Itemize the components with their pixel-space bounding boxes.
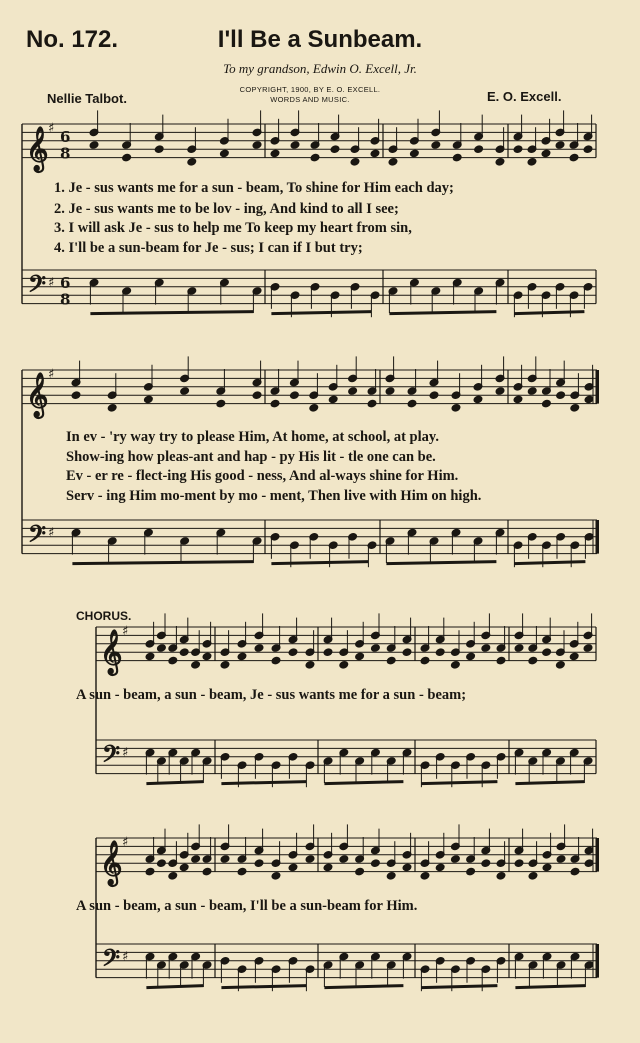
- treble-note: [202, 867, 212, 875]
- treble-note: [542, 648, 552, 656]
- treble-note: [330, 145, 340, 153]
- dedication: To my grandson, Edwin O. Excell, Jr.: [223, 61, 417, 76]
- treble-note: [157, 859, 167, 867]
- note-beam: [515, 986, 585, 988]
- treble-note: [583, 644, 593, 652]
- treble-note: [466, 652, 476, 660]
- treble-note: [431, 141, 441, 149]
- note-beam: [515, 782, 584, 784]
- note-beam: [90, 312, 253, 314]
- treble-note: [288, 863, 298, 871]
- final-barline-thick: [596, 944, 600, 978]
- treble-note: [323, 863, 333, 871]
- treble-note: [270, 149, 280, 157]
- note-beam: [324, 986, 403, 988]
- note-beam: [221, 782, 306, 784]
- bass-clef-icon: 𝄢: [28, 270, 47, 304]
- treble-note: [570, 867, 580, 875]
- treble-note: [71, 391, 81, 399]
- treble-note: [514, 859, 524, 867]
- verse-1-line-2: In ev - 'ry way try to please Him, At home, at school, at play.: [66, 429, 439, 445]
- sharp-icon: ♯: [48, 525, 55, 541]
- final-barline-thick: [596, 370, 600, 404]
- time-signature-bottom: 8: [60, 144, 71, 163]
- treble-note: [216, 399, 226, 407]
- treble-note: [542, 863, 552, 871]
- note-beam: [324, 782, 403, 784]
- treble-note: [569, 652, 579, 660]
- note-beam: [421, 782, 497, 784]
- note-beam: [221, 986, 306, 988]
- treble-note: [496, 656, 506, 664]
- note-beam: [146, 782, 203, 784]
- treble-note: [584, 859, 594, 867]
- treble-note: [451, 661, 461, 669]
- treble-note: [420, 872, 430, 880]
- treble-note: [481, 859, 491, 867]
- note-beam: [146, 986, 203, 988]
- treble-clef-icon: 𝄞: [100, 628, 123, 674]
- sharp-icon: ♯: [122, 624, 129, 640]
- treble-note: [254, 644, 264, 652]
- sharp-icon: ♯: [122, 745, 129, 761]
- treble-note: [569, 153, 579, 161]
- sharp-icon: ♯: [122, 949, 129, 965]
- treble-note: [220, 149, 230, 157]
- treble-note: [402, 648, 412, 656]
- treble-note: [305, 661, 315, 669]
- treble-note: [556, 391, 566, 399]
- treble-note: [309, 404, 319, 412]
- treble-note: [237, 652, 247, 660]
- treble-note: [367, 399, 377, 407]
- bass-clef-icon: 𝄢: [28, 520, 47, 554]
- treble-note: [385, 387, 395, 395]
- time-signature-top: 6: [60, 273, 71, 292]
- treble-note: [145, 652, 155, 660]
- sharp-icon: ♯: [48, 367, 55, 383]
- treble-note: [407, 399, 417, 407]
- sharp-icon: ♯: [48, 275, 55, 291]
- treble-note: [89, 141, 99, 149]
- treble-note: [555, 141, 565, 149]
- treble-note: [252, 391, 262, 399]
- copyright-line-2: WORDS AND MUSIC.: [270, 95, 350, 104]
- copyright-line-1: COPYRIGHT, 1900, BY E. O. EXCELL.: [239, 85, 381, 94]
- treble-note: [107, 404, 117, 412]
- treble-note: [386, 656, 396, 664]
- treble-note: [328, 395, 338, 403]
- note-beam: [72, 562, 253, 564]
- treble-note: [481, 644, 491, 652]
- note-beam: [514, 562, 585, 564]
- note-beam: [386, 562, 496, 564]
- treble-note: [290, 391, 300, 399]
- treble-note: [350, 158, 360, 166]
- bass-clef-icon: 𝄢: [102, 944, 121, 978]
- verse-1-line-1: 1. Je - sus wants me for a sun - beam, To shine for Him each day;: [54, 180, 454, 196]
- treble-note: [355, 867, 365, 875]
- treble-note: [270, 399, 280, 407]
- treble-note: [179, 648, 189, 656]
- chorus-label: CHORUS.: [76, 609, 132, 623]
- treble-note: [145, 867, 155, 875]
- treble-clef-icon: 𝄞: [26, 125, 49, 171]
- treble-note: [180, 387, 190, 395]
- treble-note: [583, 145, 593, 153]
- treble-note: [402, 863, 412, 871]
- treble-note: [220, 661, 230, 669]
- note-beam: [389, 312, 496, 314]
- final-barline-thick: [596, 520, 600, 554]
- final-barline-thick: [596, 838, 600, 872]
- note-beam: [271, 312, 371, 314]
- verse-4-line-1: 4. I'll be a sun-beam for Je - sus; I can if I but try;: [54, 240, 363, 256]
- treble-note: [122, 153, 132, 161]
- treble-note: [388, 158, 398, 166]
- treble-note: [168, 656, 178, 664]
- staff-systems: [22, 110, 599, 991]
- treble-note: [187, 158, 197, 166]
- treble-note: [371, 859, 381, 867]
- treble-note: [495, 387, 505, 395]
- treble-clef-icon: 𝄞: [26, 371, 49, 417]
- treble-note: [191, 855, 201, 863]
- treble-note: [271, 872, 281, 880]
- treble-note: [410, 149, 420, 157]
- treble-note: [452, 153, 462, 161]
- verse-3-line-1: 3. I will ask Je - sus to help me To keep my heart from sin,: [54, 220, 412, 236]
- treble-note: [513, 395, 523, 403]
- treble-note: [370, 149, 380, 157]
- composer-credit: E. O. Excell.: [487, 89, 562, 104]
- treble-note: [495, 158, 505, 166]
- treble-note: [541, 149, 551, 157]
- treble-note: [305, 855, 315, 863]
- treble-note: [420, 656, 430, 664]
- treble-note: [254, 859, 264, 867]
- chorus-line-2: A sun - beam, a sun - beam, I'll be a sun-beam for Him.: [76, 898, 418, 914]
- treble-note: [355, 652, 365, 660]
- treble-note: [435, 863, 445, 871]
- treble-note: [191, 661, 201, 669]
- treble-note: [154, 145, 164, 153]
- treble-note: [514, 644, 524, 652]
- treble-note: [168, 872, 178, 880]
- sharp-icon: ♯: [48, 121, 55, 137]
- treble-note: [144, 395, 154, 403]
- verse-3-line-2: Ev - er re - flect-ing His good - ness, And al-ways shine for Him.: [66, 468, 459, 484]
- treble-note: [371, 644, 381, 652]
- treble-note: [339, 661, 349, 669]
- verse-2-line-1: 2. Je - sus wants me to be lov - ing, And kind to all I see;: [54, 201, 399, 217]
- treble-note: [528, 656, 538, 664]
- treble-note: [570, 404, 580, 412]
- note-beam: [271, 562, 368, 564]
- treble-note: [496, 872, 506, 880]
- treble-note: [451, 404, 461, 412]
- treble-note: [179, 863, 189, 871]
- chorus-line-1: A sun - beam, a sun - beam, Je - sus wants me for a sun - beam;: [76, 687, 467, 703]
- treble-note: [473, 395, 483, 403]
- treble-note: [474, 145, 484, 153]
- hymn-number: No. 172.: [26, 26, 119, 53]
- treble-note: [202, 652, 212, 660]
- treble-note: [429, 391, 439, 399]
- treble-note: [556, 661, 566, 669]
- treble-note: [157, 644, 167, 652]
- treble-note: [310, 153, 320, 161]
- verse-4-line-2: Serv - ing Him mo-ment by mo - ment, Then live with Him on high.: [66, 488, 482, 504]
- hymn-title: I'll Be a Sunbeam.: [217, 26, 423, 53]
- treble-note: [513, 145, 523, 153]
- bass-clef-icon: 𝄢: [102, 740, 121, 774]
- time-signature-bottom: 8: [60, 290, 71, 309]
- treble-note: [556, 855, 566, 863]
- treble-note: [466, 867, 476, 875]
- note-beam: [514, 312, 584, 314]
- note-beam: [421, 986, 497, 988]
- treble-note: [451, 855, 461, 863]
- treble-note: [435, 648, 445, 656]
- treble-note: [348, 387, 358, 395]
- verse-2-line-2: Show-ing how pleas-ant and hap - py His lit - tle one can be.: [66, 449, 436, 465]
- treble-note: [339, 855, 349, 863]
- treble-note: [527, 158, 537, 166]
- time-signature-top: 6: [60, 127, 71, 146]
- treble-note: [271, 656, 281, 664]
- treble-note: [290, 141, 300, 149]
- lyricist-credit: Nellie Talbot.: [47, 91, 127, 106]
- treble-note: [542, 399, 552, 407]
- treble-note: [584, 395, 594, 403]
- treble-note: [528, 872, 538, 880]
- treble-note: [288, 648, 298, 656]
- treble-note: [386, 872, 396, 880]
- treble-clef-icon: 𝄞: [100, 839, 123, 885]
- treble-note: [252, 141, 262, 149]
- treble-note: [527, 387, 537, 395]
- treble-note: [323, 648, 333, 656]
- treble-note: [237, 867, 247, 875]
- treble-note: [220, 855, 230, 863]
- sharp-icon: ♯: [122, 835, 129, 851]
